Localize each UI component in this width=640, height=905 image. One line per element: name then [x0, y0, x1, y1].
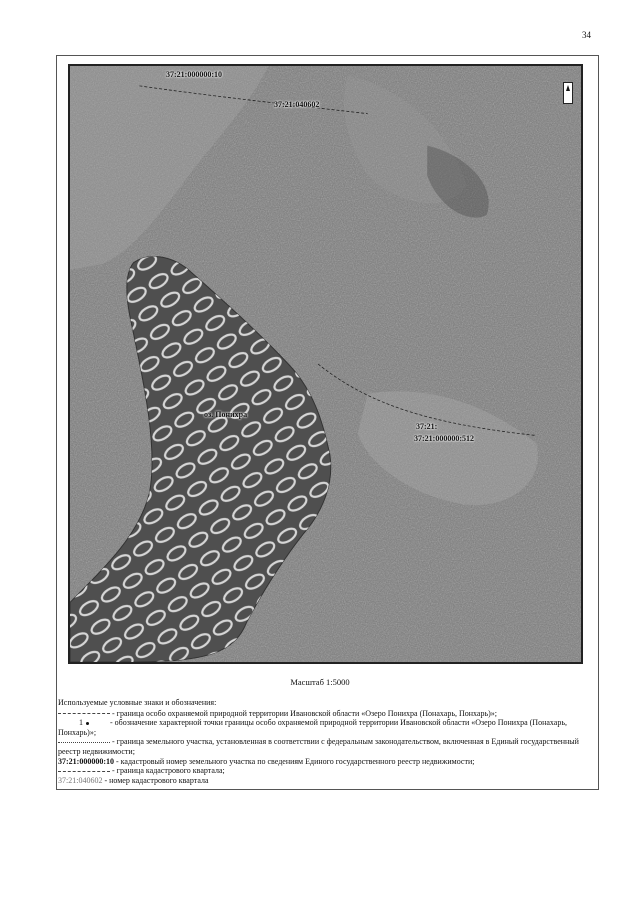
map-scale: Масштаб 1:5000 — [290, 677, 350, 687]
legend-item-cadastral-number: 37:21:000000:10 - кадастровый номер земельного участка по сведениям Единого государственного реестр недвижимости; — [58, 756, 475, 766]
map-label-cadastral-top-left: 37:21:000000:10 — [166, 70, 222, 79]
north-arrow-icon — [563, 82, 573, 104]
page-number: 34 — [582, 30, 591, 40]
dashed-line-icon — [58, 713, 110, 714]
legend-item-quarter-boundary: - граница кадастрового квартала; — [58, 766, 598, 776]
dotted-line-icon — [58, 742, 110, 743]
boundary-point-icon: 1 — [58, 718, 110, 728]
legend-title: Используемые условные знаки и обозначения: — [58, 698, 217, 707]
map-label-lake: оз. Понихра — [204, 410, 248, 419]
dashed-line-icon — [58, 771, 110, 772]
map-label-cadastral-right: 37:21:000000:512 — [414, 434, 474, 443]
map-label-quarter-right: 37:21: — [416, 422, 438, 431]
map-label-cadastral-top-mid: 37:21:040602 — [274, 100, 320, 109]
legend — [58, 698, 598, 785]
legend-item-quarter-number: 37:21:040602 - номер кадастрового квартала — [58, 775, 209, 785]
map-image — [70, 66, 581, 662]
legend-item-land-plot-boundary: - граница земельного участка, установленная в соответствии с федеральным законодательством, включенная в Единый государственный реестр недвижимости; — [58, 737, 579, 756]
legend-item-oopt-boundary: - граница особо охраняемой природной территории Ивановской области «Озеро Понихра (Понахарь, Понхарь)»; — [58, 709, 598, 719]
aerial-map[interactable] — [68, 64, 583, 664]
legend-item-boundary-point: 1 - обозначение характерной точки границы особо охраняемой природной территории Ивановской области «Озеро Понихра (Понахарь, Понхарь)»; — [58, 718, 567, 737]
